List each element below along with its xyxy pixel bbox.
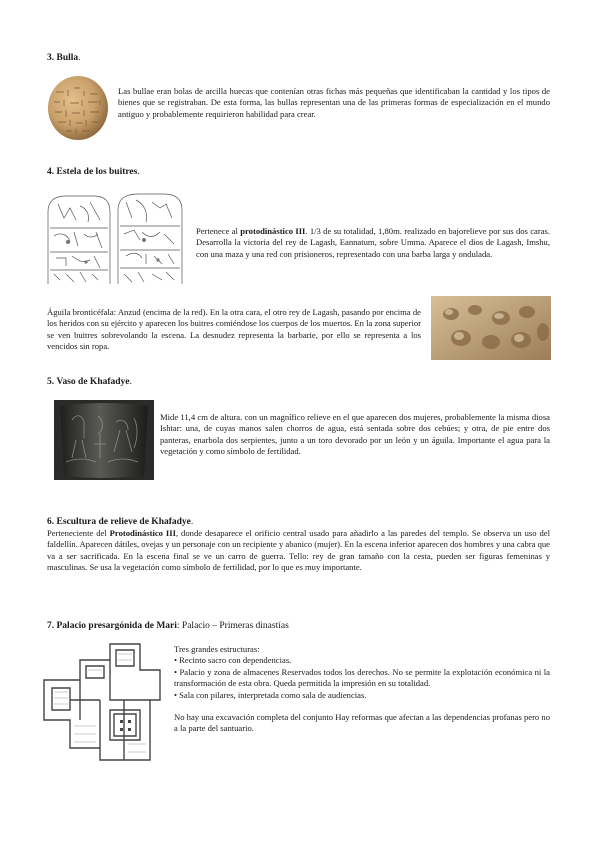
heading-vaso-num: 5.: [47, 377, 55, 387]
palacio-list-item: • Palacio y zona de almacenes Reservados todos los derechos. No se permite la explotación económica ni la transformación de esta obra. Queda permitida la impresión en su totalidad.: [174, 666, 550, 689]
heading-escultura-num: 6.: [47, 517, 55, 527]
heading-estela-num: 4.: [47, 167, 55, 177]
vaso-image: [54, 400, 154, 480]
heading-palacio-title: Palacio presargónida de Mari: [56, 621, 177, 631]
estela-drawing-image: [46, 192, 184, 286]
palacio-list-item: • Sala con pilares, interpretada como sala de audiencias.: [174, 689, 367, 700]
heading-bulla-title: Bulla: [56, 53, 79, 63]
escultura-period: Protodinástico III: [109, 528, 176, 538]
heading-estela-title: Estela de los buitres: [56, 167, 138, 177]
heading-escultura: 6. Escultura de relieve de Khafadye.: [47, 517, 194, 527]
vaso-description: Mide 11,4 cm de altura. con un magnífico relieve en el que aparecen dos mujeres, probablemente la misma diosa Ishtar: una, de cuyas manos salen chorros de agua, está sentada sobre dos cebúes; y otra, de pie entre dos panteras, enarbola dos serpientes, junto a un toro devorado por un león y un águila. Importante el agua para la vegetación y como símbolo de fertilidad.: [160, 412, 550, 457]
palacio-closing: No hay una excavación completa del conjunto Hay reformas que afectan a las dependencias profanas pero no a la parte del santuario.: [174, 712, 550, 734]
palacio-list-item: • Recinto sacro con dependencias.: [174, 655, 292, 666]
estela-period: protodinástico III: [240, 226, 306, 236]
heading-vaso: 5. Vaso de Khafadye.: [47, 377, 132, 387]
escultura-description: Perteneciente del Protodinástico III, donde desaparece el orificio central usado para añadirlo a las paredes del templo. Se observa un uso del faldellín. Aparecen dátiles, ovejas y un personaje con un recipiente y abanico (mujer). En la escena inferior aparecen dos hombres y una cabra que va a ser sacrificada. En la escena final se ve un carro de guerra. Tello: rey de gran tamaño con la cesta, pueden ser figuras femeninas y masculinas. Se usa la vegetación como símbolo de fertilidad, por lo que es muy importante.: [47, 528, 551, 573]
heading-palacio-num: 7.: [47, 621, 55, 631]
palacio-intro: Tres grandes estructuras:: [174, 644, 260, 654]
heading-bulla-num: 3.: [47, 53, 55, 63]
heading-escultura-title: Escultura de relieve de Khafadye: [56, 517, 191, 527]
heading-palacio: [47, 620, 289, 632]
estela-photo-image: [431, 296, 551, 360]
heading-bulla: 3. Bulla.: [47, 53, 81, 63]
heading-estela: 4. Estela de los buitres.: [47, 167, 140, 177]
estela-description-2: Águila bronticéfala: Anzud (encima de la red). En la otra cara, el otro rey de Lagash, pasando por encima de los heridos con su ejército y aparecen los buitres comiéndose los cuerpos de los muertos. En la zona superior se ven buitres sobrevolando la escena. La desnudez representa la barbarie, por ello se representa a los vencidos sin ropa.: [47, 307, 421, 352]
heading-vaso-title: Vaso de Khafadye: [56, 377, 130, 387]
heading-palacio-subtitle: : Palacio – Primeras dinastías: [176, 621, 289, 631]
bulla-description: Las bullae eran bolas de arcilla huecas que contenían otras fichas más pequeñas que identificaban la cantidad y los tipos de bienes que se registraban. De esta forma, las bullas representan una de las primeras formas de especialización en el mundo antiguo y probablemente requirieron habilidad para crear.: [118, 86, 550, 119]
palacio-plan-image: [40, 640, 166, 768]
estela-description-1: Pertenece al protodinástico III. 1/3 de su totalidad, 1,80m. realizado en bajorelieve por sus dos caras. Desarrolla la victoria del rey de Lagash, Eannatum, sobre Umma. Aparece el dios de Lagash, Imshu, con una maza y una red con prisioneros, representado con una barba larga y ondulada.: [196, 226, 550, 259]
palacio-description: [174, 644, 550, 735]
bulla-image: [46, 74, 110, 142]
